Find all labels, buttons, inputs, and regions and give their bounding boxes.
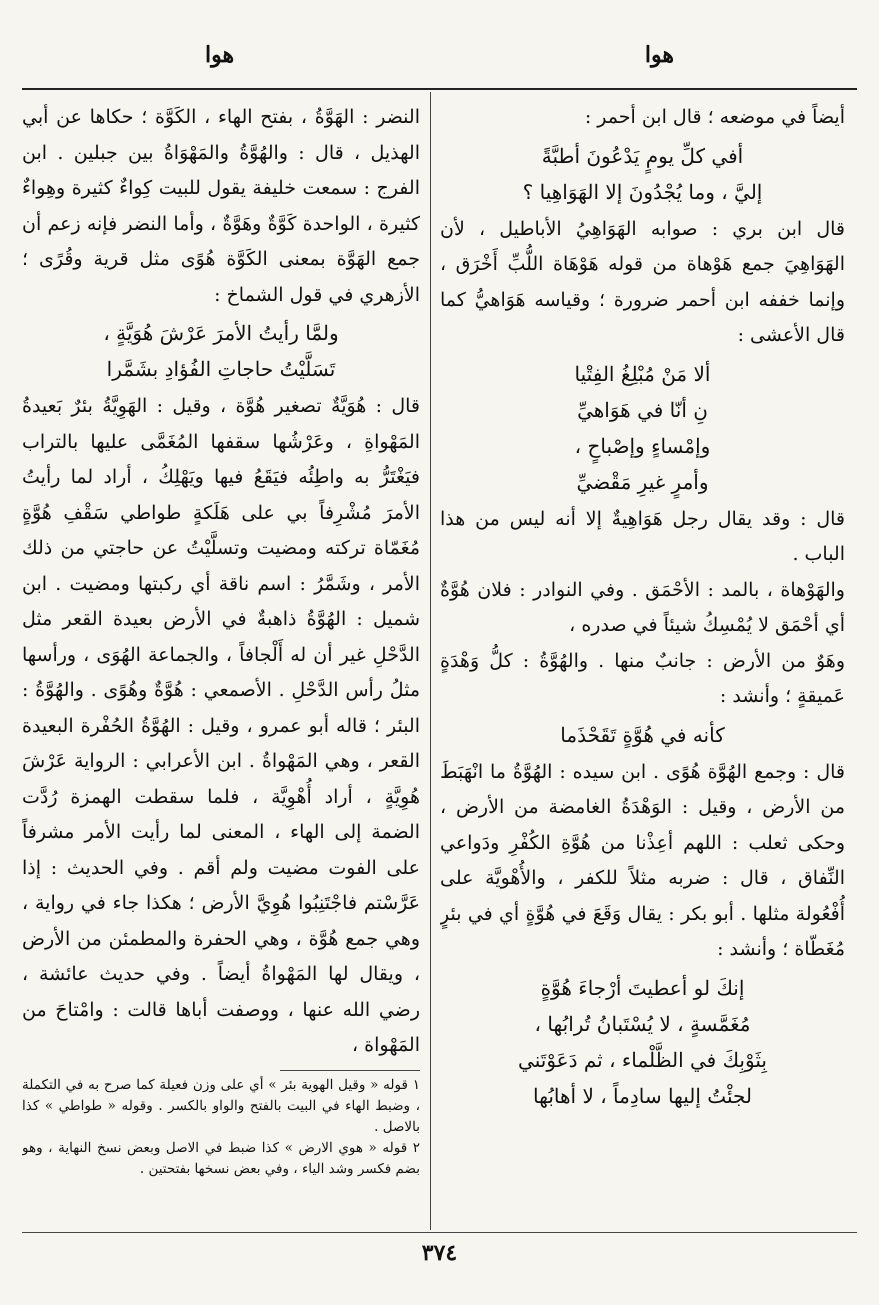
header-rule: [22, 88, 857, 90]
paragraph: قال : هُوَيَّةٌ تصغير هُوَّة ، وقيل : الهَوِيَّةُ بئرٌ بَعيدةُ المَهْواةِ ، وعَرْشُها سقفها المُغَمَّى عليها بالتراب فيَغْتَرُّ به واطِئُه فيَقَعُ فيها ويَهْلِكُ ، أراد لما رأيتُ الأمرَ مُشْرِفاً بي على هَلَكةٍ طواطي سَقْفِ هُوَّةٍ مُغَمّاة تركته ومضيت وتسلَّيْتُ عن حاجتي من ذلك الأمر ، وشَمَّرُ : اسم ناقة أي ركبتها ومضيت . ابن شميل : الهُوَّةُ ذاهبةٌ في الأرض بعيدة القعر مثل الدَّحْلِ غير أن له أَلْجافاً ، والجماعة الهُوَى ، ورأسها مثلُ رأس الدَّحْلِ . الأصمعي : هُوَّةٌ وهُوًى . والهُوَّةُ : البئر ؛ قاله أبو عمرو ، وقيل : الهُوَّةُ الحُفْرة البعيدة القعر ، وهي المَهْواةُ . ابن الأعرابي : الرواية عَرْشَ هُوِيَّةٍ ، أراد أُهْوِيَّة ، فلما سقطت الهمزة رُدَّت الضمة إلى الهاء ، المعنى لما رأيت الأمر مشرفاً على الفوت مضيت ولم أقم . وفي الحديث : إذا عَرَّسْتم فاجْتَنِبُوا هُوِيَّ الأرض ؛ هكذا جاء في رواية ، وهي جمع هُوَّة ، وهي الحفرة والمطمئن من الأرض ، ويقال لها المَهْواةُ أيضاً . وفي حديث عائشة ، رضي الله عنها ، ووصفت أباها قالت : وامْتاحَ من المَهْواة ،: [22, 395, 420, 1056]
paragraph: وهَوٌ من الأرض : جانبٌ منها . والهُوَّةُ : كلُّ وَهْدَةٍ عَميقةٍ ؛ وأنشد :: [440, 649, 845, 707]
header-right-title: هوا: [644, 42, 674, 68]
verse-line: كأنه في هُوَّةٍ تَقَحْذَما: [560, 722, 725, 747]
verse: [22, 315, 420, 387]
verse-line: بِثَوْبِكَ في الظَّلْماء ، ثم دَعَوْتَني: [518, 1047, 767, 1072]
verse-line: مُغَمَّسةٍ ، لا يُسْتَبانُ تُرابُها ،: [534, 1011, 751, 1036]
page-number: ٣٧٤: [421, 1240, 458, 1266]
verse: [440, 717, 845, 753]
paragraph: قال : وقد يقال رجل هَوَاهِيةٌ إلا أنه ليس من هذا الباب .: [440, 507, 845, 565]
footnote-rule: [280, 1070, 420, 1071]
verse-line: ولمَّا رأيتُ الأمرَ عَرْشَ هُوَيَّةٍ ،: [103, 321, 339, 345]
verse-line: إليَّ ، وما يُجْدُونَ إلا الهَوَاهِيا ؟: [522, 179, 763, 204]
paragraph: قال ابن بري : صوابه الهَوَاهِيُ الأباطيل ، لأن الهَوَاهِيَ جمع هَوْهاة من قوله هَوْهَاة اللُّبِّ أَخْرَق ، وإنما خففه ابن أحمر ضرورة ؛ وقياسه هَوَاهيُّ كما قال الأعشى :: [440, 217, 845, 346]
verse-line: وأمرٍ غيرِ مَقْضيِّ: [576, 469, 709, 494]
verse: [440, 356, 845, 500]
paragraph: النضر : الهَوَّةُ ، بفتح الهاء ، الكَوَّة ؛ حكاها عن أبي الهذيل ، قال : والهُوَّةُ والمَهْوَاةُ بين جبلين . ابن الفرج : سمعت خليفة يقول للبيت كِواءٌ كثيرة وهِواءٌ كثيرة ، الواحدة كَوَّةٌ وهَوَّةٌ ، وأما النضر فإنه زعم أن جمع الهَوَّة بمعنى الكَوَّة هُوًى مثل قرية وقُرًى ؛ الأزهري في قول الشماخ :: [22, 106, 420, 306]
verse-line: لجئْتُ إليها سادِماً ، لا أهابُها: [533, 1083, 752, 1108]
verse: [440, 970, 845, 1114]
footnote: ٢ قوله « هوي الارض » كذا ضبط في الاصل وبعض نسخ النهاية ، وهو بضم فكسر وشد الياء ، وفي بعض نسخها بفتحتين .: [22, 1139, 420, 1177]
paragraph: قال : وجمع الهُوَّة هُوًى . ابن سيده : الهُوَّةُ ما انْهَبَطَ من الأرض ، وقيل : الوَهْدَةُ الغامضة من الأرض ، وحكى ثعلب : اللهم أعِذْنا من هُوَّةِ الكُفْرِ ودَواعي النِّفاق ، قال : ضربه مثلاً للكفر ، والأُهْويَّة على أُفْعُولة مثلها . أبو بكر : يقال وَقَعَ في هُوَّةٍ أي في بئرٍ مُغَطّاة ؛ وأنشد :: [440, 760, 845, 960]
verse-line: تَسَلَّيْتُ حاجاتِ الفُؤادِ بشَمَّرا: [106, 357, 336, 381]
header-left-title: هوا: [205, 42, 235, 68]
left-column: [22, 100, 420, 1225]
verse-line: إنكَ لو أعطيتَ أرْجاءَ هُوَّةٍ: [540, 975, 745, 1000]
paragraph: والهَوْهاة ، بالمد : الأحْمَق . وفي النوادر : فلان هُوَّةٌ أي أحْمَق لا يُمْسِكُ شيئاً في صدره ،: [440, 578, 845, 636]
verse: [440, 138, 845, 210]
verse-line: نِ أنّا في هَوَاهيِّ: [577, 397, 708, 422]
verse-line: وإمْساءٍ وإصْباحٍ ،: [574, 433, 711, 458]
paragraph: أيضاً في موضعه ؛ قال ابن أحمر :: [584, 106, 845, 128]
footer-rule: [22, 1232, 857, 1233]
right-column: [440, 100, 845, 1225]
footnote: ١ قوله « وقيل الهوية بئر » أي على وزن فعيلة كما صرح به في التكملة ، وضبط الهاء في البيت بالفتح والواو بالكسر . وقوله « طواطي » كذا بالاصل .: [22, 1076, 420, 1135]
verse-line: أفي كلِّ يومٍ يَدْعُونَ أطبَّةً: [541, 143, 744, 168]
column-divider: [430, 92, 431, 1230]
verse-line: ألا مَنْ مُبْلِغُ الفِتْيا: [574, 361, 711, 386]
